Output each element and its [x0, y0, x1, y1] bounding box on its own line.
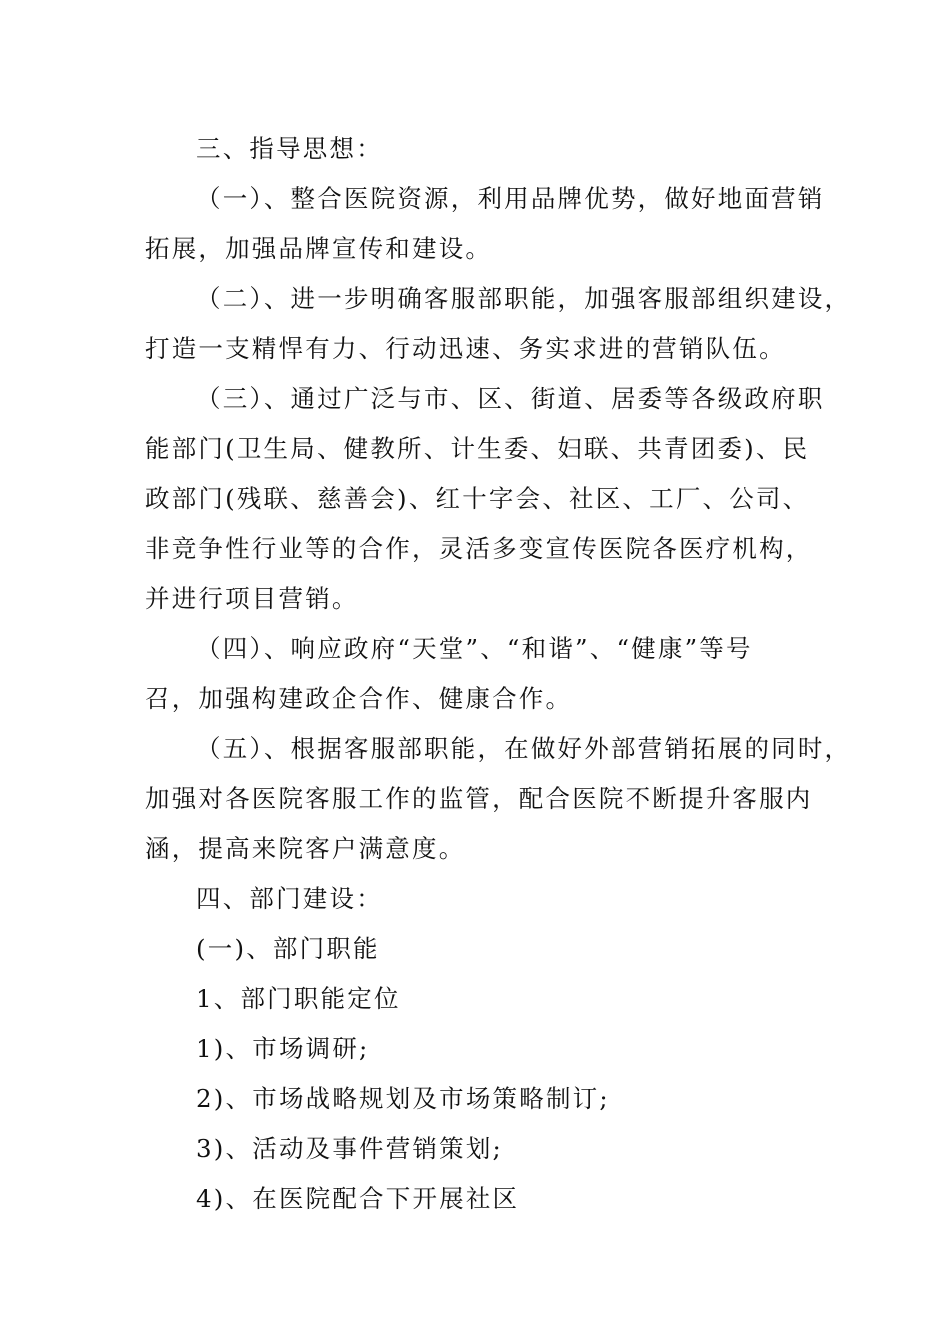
list-item: 2)、市场战略规划及市场策略制订; [196, 1084, 610, 1113]
list-item: 3)、活动及事件营销策划; [196, 1134, 503, 1163]
paragraph-line: （四）、响应政府“天堂”、“和谐”、“健康”等号 [196, 634, 753, 663]
paragraph-line: （三）、通过广泛与市、区、街道、居委等各级政府职 [196, 384, 825, 413]
paragraph-line: 打造一支精悍有力、行动迅速、务实求进的营销队伍。 [145, 334, 786, 363]
paragraph-line: （五）、根据客服部职能，在做好外部营销拓展的同时， [196, 734, 852, 763]
paragraph-line: 能部门(卫生局、健教所、计生委、妇联、共青团委)、民 [145, 434, 810, 463]
subsection-heading: (一)、部门职能 [196, 934, 380, 963]
paragraph-line: 涵，提高来院客户满意度。 [145, 834, 466, 863]
list-item: 1)、市场调研; [196, 1034, 370, 1063]
paragraph-line: 拓展，加强品牌宣传和建设。 [145, 234, 493, 263]
paragraph-line: （二）、进一步明确客服部职能，加强客服部组织建设， [196, 284, 852, 313]
list-item: 4)、在医院配合下开展社区 [196, 1184, 520, 1213]
section-heading-department: 四、部门建设： [196, 884, 383, 913]
list-heading: 1、部门职能定位 [196, 984, 401, 1013]
section-heading-guiding-thought: 三、指导思想： [196, 134, 383, 163]
paragraph-line: 政部门(残联、慈善会)、红十字会、社区、工厂、公司、 [145, 484, 810, 513]
paragraph-line: 非竞争性行业等的合作，灵活多变宣传医院各医疗机构， [145, 534, 813, 563]
paragraph-line: 并进行项目营销。 [145, 584, 359, 613]
paragraph-line: （一）、整合医院资源，利用品牌优势，做好地面营销 [196, 184, 825, 213]
paragraph-line: 加强对各医院客服工作的监管，配合医院不断提升客服内 [145, 784, 813, 813]
paragraph-line: 召，加强构建政企合作、健康合作。 [145, 684, 573, 713]
